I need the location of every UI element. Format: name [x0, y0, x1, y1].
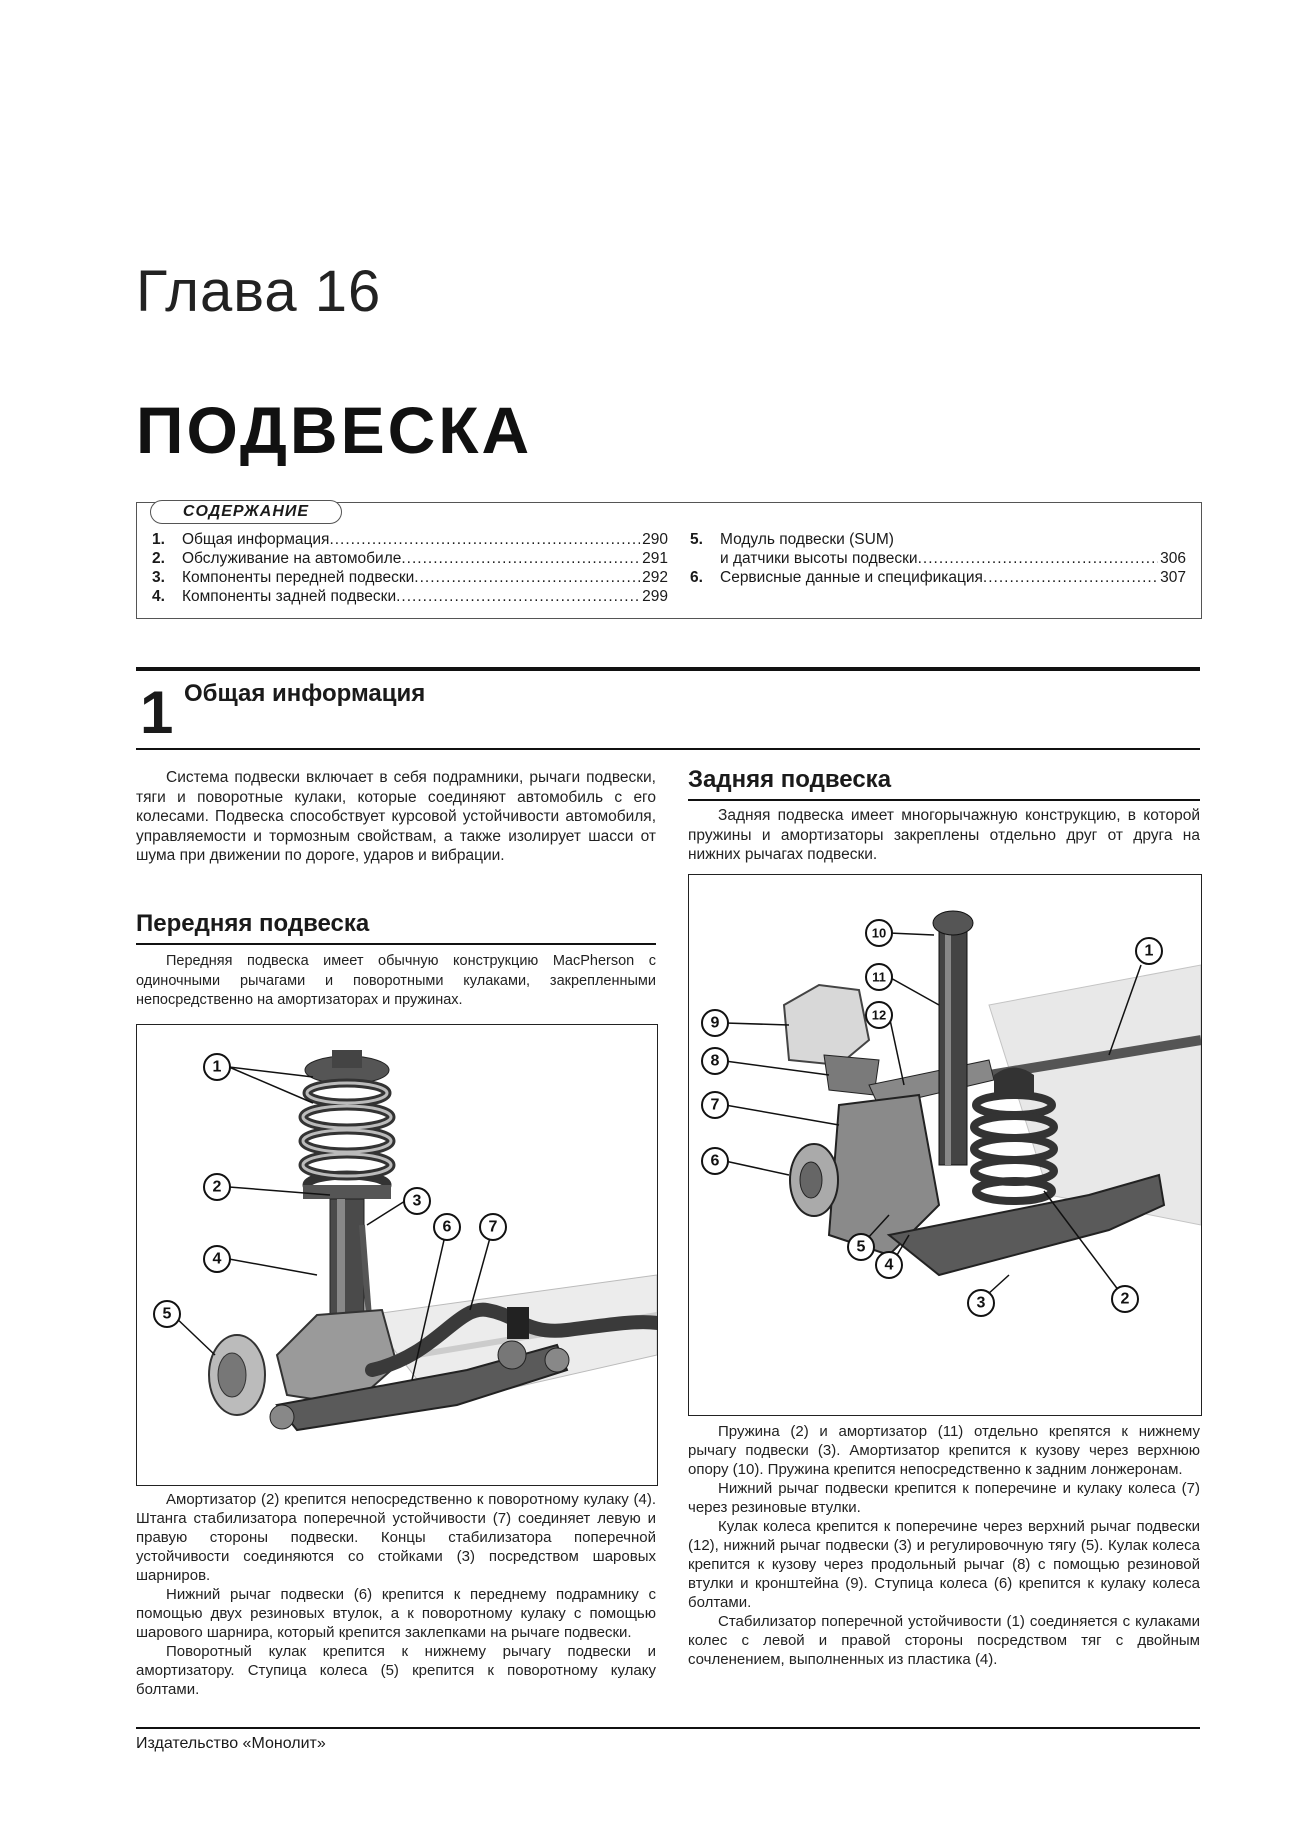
toc-entry-text: Сервисные данные и спецификация: [720, 569, 983, 586]
toc-leader-dots: [983, 568, 1158, 587]
front-suspension-heading: Передняя подвеска: [136, 910, 370, 937]
callout-7-label: 7: [488, 1218, 498, 1236]
toc-left-column: [152, 530, 668, 606]
toc-entry-number: 4.: [152, 588, 165, 605]
callout-1-label: 1: [1144, 942, 1154, 960]
toc-entry: [690, 568, 1186, 587]
toc-entry-number: 6.: [690, 569, 703, 586]
toc-right-column: [690, 530, 1186, 587]
rear-intro-paragraph: Задняя подвеска имеет многорычажную конструкцию, в которой пружины и амортизаторы закреплены отдельно друг от друга на нижних рычагах подвески.: [688, 807, 1200, 863]
callout-7-label: 7: [710, 1096, 720, 1114]
callout-6: [702, 1148, 728, 1174]
callout-10-label: 10: [871, 925, 887, 941]
section-rule-top: [136, 667, 1200, 671]
callout-1: [204, 1054, 230, 1080]
rear-description: [688, 1422, 1200, 1669]
toc-entry-text: Модуль подвески (SUM): [720, 531, 894, 548]
toc-entry-page: 307: [1160, 569, 1186, 586]
toc-entry-page: 306: [1160, 550, 1186, 567]
toc-entry-text: Компоненты передней подвески: [182, 569, 415, 586]
footer-rule: [136, 1727, 1200, 1729]
callout-7: [480, 1214, 506, 1240]
callout-4: [204, 1246, 230, 1272]
callout-5-label: 5: [856, 1238, 866, 1256]
toc-title: СОДЕРЖАНИЕ: [150, 500, 342, 524]
callout-9-label: 9: [710, 1014, 720, 1032]
toc-entry-text: Компоненты задней подвески: [182, 588, 397, 605]
chapter-title: ПОДВЕСКА: [136, 393, 533, 467]
callout-12-label: 12: [871, 1007, 887, 1023]
chapter-label: Глава 16: [136, 259, 382, 324]
callout-8: [702, 1048, 728, 1074]
callout-2: [204, 1174, 230, 1200]
callout-6: [434, 1214, 460, 1240]
front-heading-rule: [136, 943, 656, 945]
callout-1-label: 1: [212, 1058, 222, 1076]
toc-entry-page: 291: [642, 550, 668, 567]
front-suspension-illustration: [137, 1025, 657, 1485]
rear-paragraph: Нижний рычаг подвески крепится к поперечине и кулаку колеса (7) через резиновые втулки.: [688, 1480, 1200, 1516]
rear-suspension-heading: Задняя подвеска: [688, 766, 892, 793]
toc-leader-dots: [329, 530, 640, 549]
callout-5: [848, 1234, 874, 1260]
toc-entry-number: 1.: [152, 531, 165, 548]
toc-leader-dots: [401, 549, 640, 568]
callout-3: [404, 1188, 430, 1214]
toc-entry-page: 292: [642, 569, 668, 586]
toc-entry-number: 2.: [152, 550, 165, 567]
rear-paragraph: Пружина (2) и амортизатор (11) отдельно крепятся к нижнему рычагу подвески (3). Амортизатор крепится к кузову через верхнюю опору (10). Пружина крепится непосредственно к задним лонжеронам.: [688, 1423, 1200, 1478]
rear-suspension-figure: [688, 874, 1202, 1416]
callout-11-label: 11: [872, 969, 886, 985]
rear-paragraph: Стабилизатор поперечной устойчивости (1) соединяется с кулаками колес с левой и правой стороны посредством тяг с двойным сочленением, выполненных из пластика (4).: [688, 1613, 1200, 1668]
callout-2-label: 2: [212, 1178, 222, 1196]
front-paragraph: Поворотный кулак крепится к нижнему рычагу подвески и амортизатору. Ступица колеса (5) крепится к поворотному кулаку болтами.: [136, 1643, 656, 1698]
callout-7: [702, 1092, 728, 1118]
section-number: 1: [140, 679, 174, 746]
callout-4: [876, 1252, 902, 1278]
front-paragraph: Амортизатор (2) крепится непосредственно к поворотному кулаку (4). Штанга стабилизатора поперечной устойчивости (7) соединяет левую и правую стороны подвески. Концы стабилизатора поперечной устойчивости соединяются со стойками (3) посредством шаровых шарниров.: [136, 1491, 656, 1584]
callout-5-label: 5: [162, 1305, 172, 1323]
rear-paragraph: Кулак колеса крепится к поперечине через верхний рычаг подвески (12), нижний рычаг подвески (3) и регулировочную тягу (5). Кулак колеса крепится к кузову через продольный рычаг (8) с помощью резиновой втулки и кронштейна (9). Ступица колеса (6) крепится к кулаку колеса болтами.: [688, 1518, 1200, 1611]
front-intro-paragraph: Передняя подвеска имеет обычную конструкцию MacPherson с одиночными рычагами и поворотными кулаками, закрепленными непосредственно на амортизаторах и пружинах.: [136, 953, 656, 1008]
front-description: [136, 1490, 656, 1699]
callout-12: [866, 1002, 892, 1028]
callout-9: [702, 1010, 728, 1036]
callout-6-label: 6: [442, 1218, 452, 1236]
callout-3-label: 3: [412, 1192, 422, 1210]
callout-6-label: 6: [710, 1152, 720, 1170]
front-paragraph: Нижний рычаг подвески (6) крепится к переднему подрамнику с помощью двух резиновых втулок, а к поворотному кулаку с помощью шарового шарнира, который крепится заклепками на рычаге подвески.: [136, 1586, 656, 1641]
toc-entry: [690, 549, 1186, 568]
callout-2-label: 2: [1120, 1290, 1130, 1308]
toc-leader-dots: [918, 549, 1159, 568]
callout-3: [968, 1290, 994, 1316]
callout-11: [866, 964, 892, 990]
callout-5: [154, 1301, 180, 1327]
toc-entry: [152, 549, 668, 568]
toc-entry: [152, 587, 668, 606]
callout-4-label: 4: [212, 1250, 222, 1268]
rear-heading-rule: [688, 799, 1200, 801]
toc-entry: [690, 530, 1186, 549]
callout-2: [1112, 1286, 1138, 1312]
rear-suspension-illustration: [689, 875, 1201, 1415]
front-suspension-figure: [136, 1024, 658, 1486]
toc-entry-page: 290: [642, 531, 668, 548]
section-rule-bottom: [136, 748, 1200, 750]
toc-entry-text: и датчики высоты подвески: [720, 550, 918, 567]
toc-entry: [152, 530, 668, 549]
callout-4-label: 4: [884, 1256, 894, 1274]
toc-entry-text: Общая информация: [182, 531, 330, 548]
toc-entry-text: Обслуживание на автомобиле: [182, 550, 402, 567]
toc-entry-number: 3.: [152, 569, 165, 586]
toc-leader-dots: [396, 587, 640, 606]
section-title: Общая информация: [184, 680, 426, 707]
callout-8-label: 8: [710, 1052, 720, 1070]
callout-1: [1136, 938, 1162, 964]
toc-leader-dots: [414, 568, 640, 587]
callout-10: [866, 920, 892, 946]
toc-entry-page: 299: [642, 588, 668, 605]
callout-3-label: 3: [976, 1294, 986, 1312]
intro-paragraph: Система подвески включает в себя подрамники, рычаги подвески, тяги и поворотные кулаки, которые соединяют автомобиль с его колесами. Подвеска способствует курсовой устойчивости автомобиля, управляемости и тормозным свойствам, а также изолирует шасси от шума при движении по дороге, ударов и вибрации.: [136, 769, 656, 864]
footer-publisher: Издательство «Монолит»: [136, 1735, 326, 1752]
toc-entry: [152, 568, 668, 587]
toc-entry-number: 5.: [690, 531, 703, 548]
